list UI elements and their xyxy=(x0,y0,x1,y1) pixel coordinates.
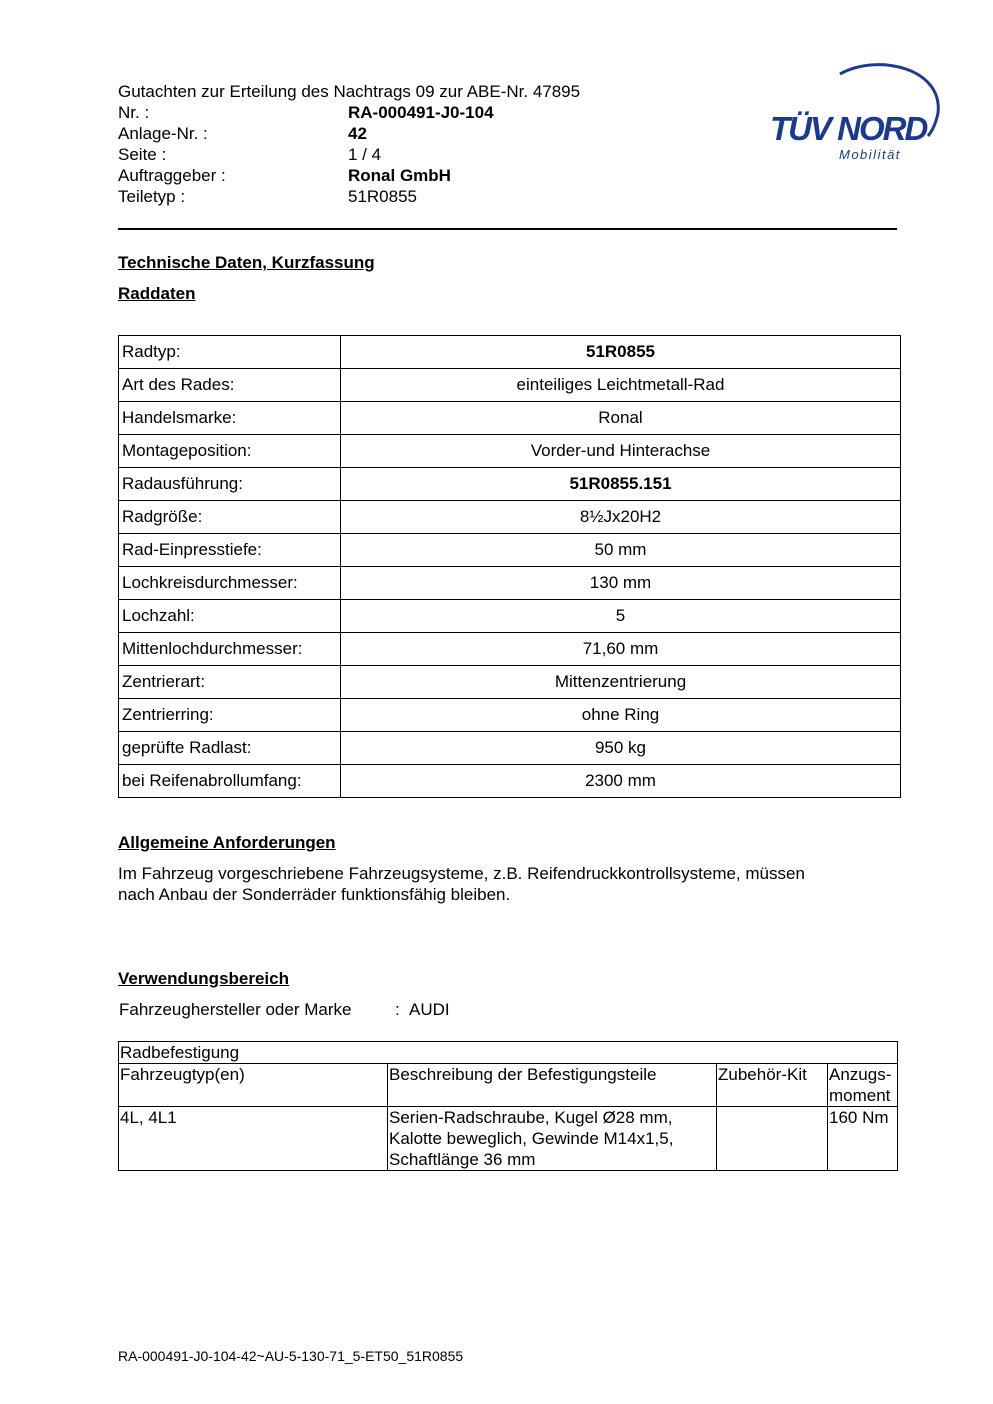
row-value: einteiliges Leichtmetall-Rad xyxy=(341,369,901,402)
row-value: 8½Jx20H2 xyxy=(341,501,901,534)
row-value: 950 kg xyxy=(341,732,901,765)
row-value: 51R0855 xyxy=(341,336,901,369)
seite-label: Seite : xyxy=(118,145,167,164)
hersteller-value: AUDI xyxy=(409,1000,450,1019)
table-row xyxy=(119,534,901,567)
header-zubehoer-kit: Zubehör-Kit xyxy=(717,1064,828,1107)
auftraggeber-value: Ronal GmbH xyxy=(348,166,451,185)
row-value: Mittenzentrierung xyxy=(341,666,901,699)
allgemeine-text-line-1: Im Fahrzeug vorgeschriebene Fahrzeugsysteme, z.B. Reifendruckkontrollsysteme, müssen xyxy=(118,864,805,883)
raddaten-table xyxy=(118,335,901,798)
header-fahrzeugtyp: Fahrzeugtyp(en) xyxy=(119,1064,388,1107)
nr-label: Nr. : xyxy=(118,103,150,122)
row-value: 71,60 mm xyxy=(341,633,901,666)
row-value: 51R0855.151 xyxy=(341,468,901,501)
table-header-row xyxy=(119,1064,898,1107)
row-label: Lochzahl: xyxy=(119,600,341,633)
row-label: geprüfte Radlast: xyxy=(119,732,341,765)
anlage-value: 42 xyxy=(348,124,367,143)
row-label: bei Reifenabrollumfang: xyxy=(119,765,341,798)
radbefestigung-table xyxy=(118,1041,898,1171)
logo-sub: Mobilität xyxy=(839,147,901,162)
row-value: Vorder-und Hinterachse xyxy=(341,435,901,468)
table-row xyxy=(119,468,901,501)
cell-beschreibung xyxy=(388,1107,717,1171)
table-row xyxy=(119,369,901,402)
row-value: 50 mm xyxy=(341,534,901,567)
table-row xyxy=(119,336,901,369)
report-title: Gutachten zur Erteilung des Nachtrags 09 zur ABE-Nr. 47895 xyxy=(118,82,581,101)
table-row xyxy=(119,1107,898,1171)
cell-fahrzeugtyp: 4L, 4L1 xyxy=(119,1107,388,1171)
header-beschreibung: Beschreibung der Befestigungsteile xyxy=(388,1064,717,1107)
header-anzugsmoment-line-1: Anzugs- xyxy=(829,1065,892,1084)
row-label: Radausführung: xyxy=(119,468,341,501)
table-row xyxy=(119,699,901,732)
heading-raddaten: Raddaten xyxy=(118,284,196,303)
row-label: Rad-Einpresstiefe: xyxy=(119,534,341,567)
tuev-nord-logo-icon xyxy=(768,58,948,168)
footer-reference: RA-000491-J0-104-42~AU-5-130-71_5-ET50_51R0855 xyxy=(118,1348,464,1364)
hersteller-label: Fahrzeughersteller oder Marke xyxy=(119,1000,352,1019)
header-anzugsmoment xyxy=(828,1064,898,1107)
row-value: ohne Ring xyxy=(341,699,901,732)
table-row xyxy=(119,633,901,666)
cell-zubehoer-kit xyxy=(717,1107,828,1171)
auftraggeber-label: Auftraggeber : xyxy=(118,166,226,185)
row-label: Art des Rades: xyxy=(119,369,341,402)
tuev-nord-logo xyxy=(768,58,948,168)
row-value: 130 mm xyxy=(341,567,901,600)
row-label: Handelsmarke: xyxy=(119,402,341,435)
beschreibung-line-2: Kalotte beweglich, Gewinde M14x1,5, xyxy=(389,1129,674,1148)
logo-brand: TÜV NORD xyxy=(770,110,927,147)
teiletyp-label: Teiletyp : xyxy=(118,187,186,206)
row-label: Lochkreisdurchmesser: xyxy=(119,567,341,600)
radbefestigung-title: Radbefestigung xyxy=(119,1042,898,1064)
table-row xyxy=(119,501,901,534)
hersteller-separator: : xyxy=(395,1000,400,1019)
row-label: Radgröße: xyxy=(119,501,341,534)
row-value: 5 xyxy=(341,600,901,633)
row-label: Zentrierart: xyxy=(119,666,341,699)
row-value: 2300 mm xyxy=(341,765,901,798)
heading-verwendungsbereich: Verwendungsbereich xyxy=(118,969,289,988)
heading-technische-daten: Technische Daten, Kurzfassung xyxy=(118,253,375,272)
table-row xyxy=(119,666,901,699)
header-anzugsmoment-line-2: moment xyxy=(829,1086,891,1105)
anlage-label: Anlage-Nr. : xyxy=(118,124,208,143)
allgemeine-text xyxy=(118,863,898,905)
table-row xyxy=(119,567,901,600)
cell-anzugsmoment: 160 Nm xyxy=(828,1107,898,1171)
beschreibung-line-1: Serien-Radschraube, Kugel Ø28 mm, xyxy=(389,1108,673,1127)
table-row xyxy=(119,402,901,435)
beschreibung-line-3: Schaftlänge 36 mm xyxy=(389,1150,536,1169)
row-label: Zentrierring: xyxy=(119,699,341,732)
table-row xyxy=(119,1042,898,1064)
row-label: Montageposition: xyxy=(119,435,341,468)
header-divider xyxy=(118,228,897,230)
row-value: Ronal xyxy=(341,402,901,435)
row-label: Mittenlochdurchmesser: xyxy=(119,633,341,666)
table-row xyxy=(119,435,901,468)
table-row xyxy=(119,765,901,798)
seite-value: 1 / 4 xyxy=(348,145,382,164)
row-label: Radtyp: xyxy=(119,336,341,369)
heading-allgemeine-anforderungen: Allgemeine Anforderungen xyxy=(118,833,336,852)
table-row xyxy=(119,732,901,765)
teiletyp-value: 51R0855 xyxy=(348,187,418,206)
allgemeine-text-line-2: nach Anbau der Sonderräder funktionsfähig bleiben. xyxy=(118,885,511,904)
table-row xyxy=(119,600,901,633)
nr-value: RA-000491-J0-104 xyxy=(348,103,494,122)
